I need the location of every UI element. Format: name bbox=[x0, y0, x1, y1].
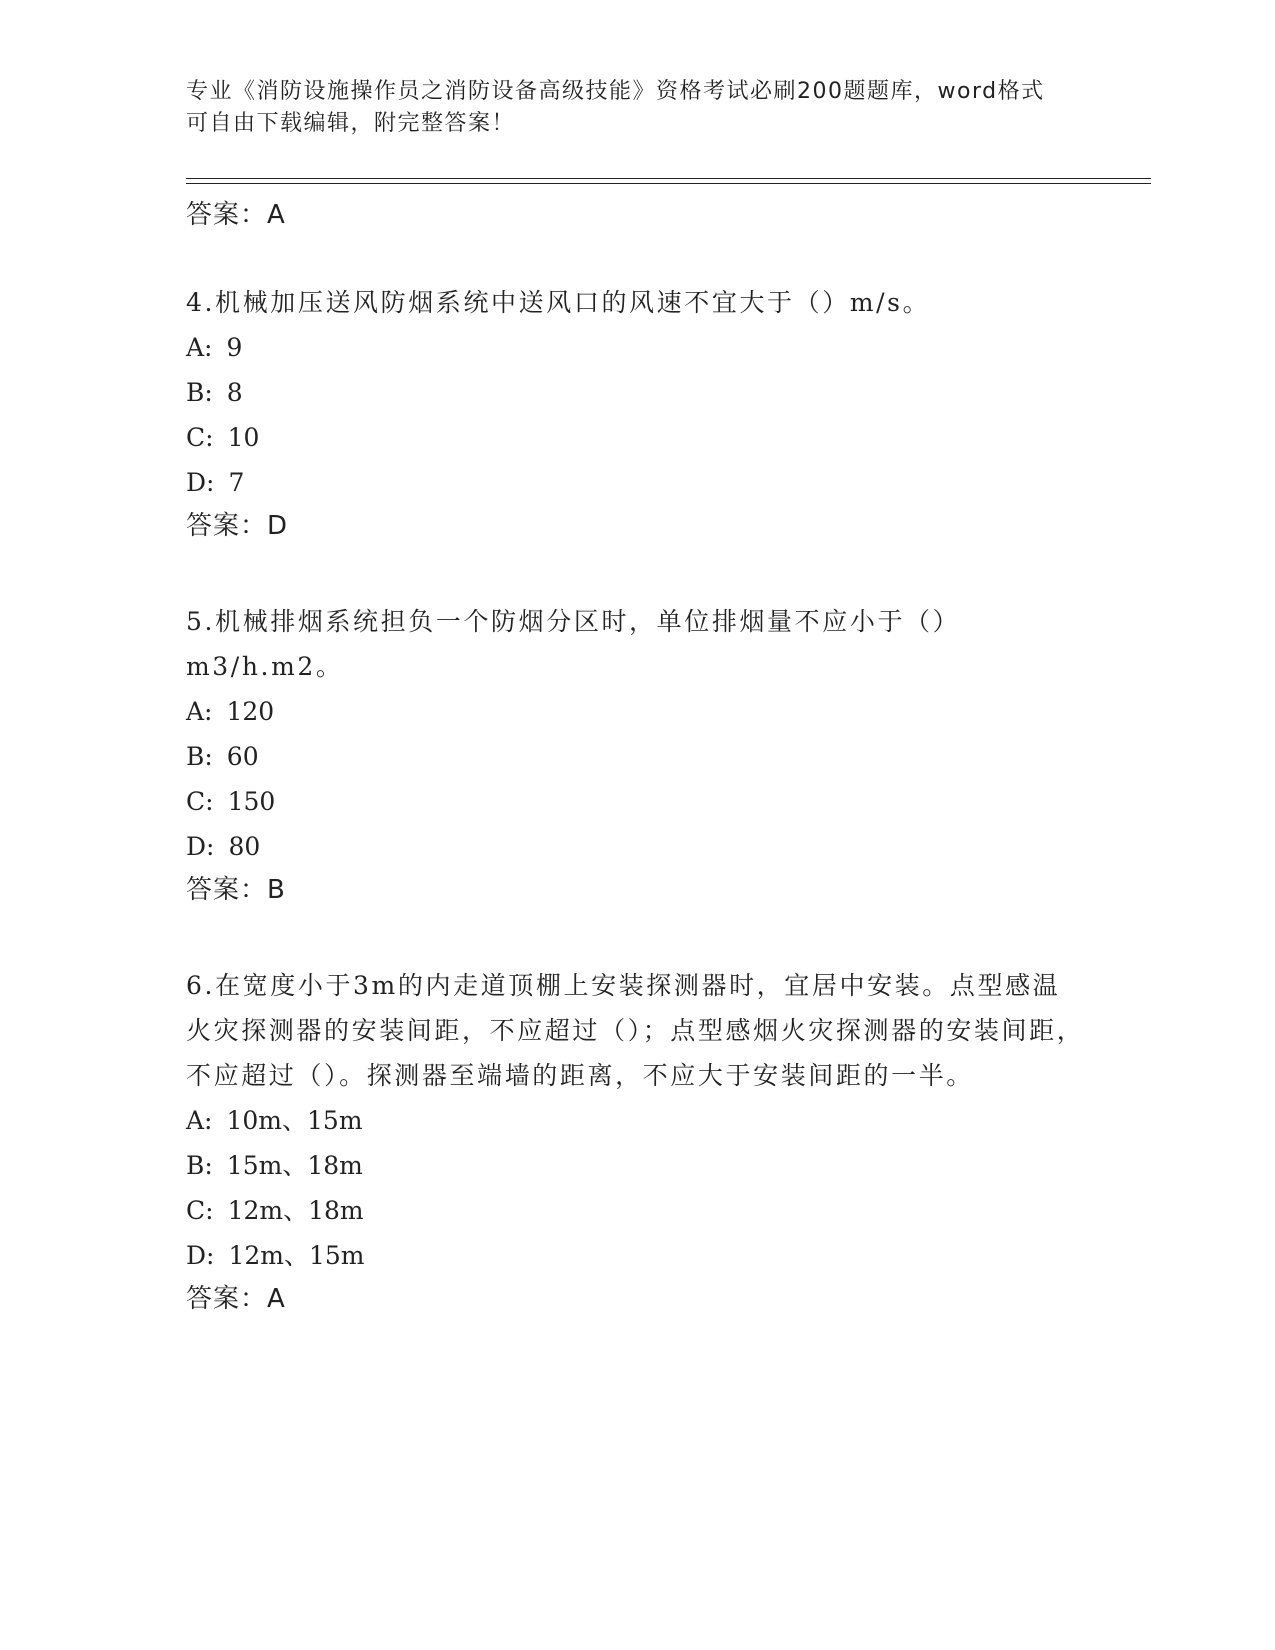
option-text: 15m、18m bbox=[226, 1151, 363, 1180]
option-letter: A: bbox=[186, 697, 213, 726]
option-text: 150 bbox=[227, 787, 276, 816]
option-item bbox=[186, 460, 1086, 505]
option-text: 8 bbox=[226, 378, 243, 407]
option-text: 9 bbox=[226, 333, 243, 362]
option-text: 60 bbox=[226, 742, 259, 771]
option-text: 12m、15m bbox=[228, 1241, 365, 1270]
option-text: 80 bbox=[228, 832, 261, 861]
option-letter: A: bbox=[186, 333, 213, 362]
answer-line: 答案：B bbox=[186, 875, 286, 905]
question-list bbox=[186, 194, 1086, 1320]
option-letter: A: bbox=[186, 1106, 213, 1135]
header-divider-top bbox=[186, 178, 1151, 179]
question-text: 5.机械排烟系统担负一个防烟分区时，单位排烟量不应小于（）m3/h.m2。 bbox=[186, 607, 961, 681]
option-item bbox=[186, 1143, 1086, 1188]
option-letter: C: bbox=[186, 1196, 214, 1225]
option-item bbox=[186, 734, 1086, 779]
option-letter: C: bbox=[186, 423, 214, 452]
option-letter: D: bbox=[186, 832, 215, 861]
question-text: 4.机械加压送风防烟系统中送风口的风速不宜大于（）m/s。 bbox=[186, 288, 931, 317]
option-text: 10m、15m bbox=[226, 1106, 363, 1135]
option-text: 10 bbox=[227, 423, 260, 452]
option-item bbox=[186, 415, 1086, 460]
option-text: 120 bbox=[226, 697, 275, 726]
option-text: 12m、18m bbox=[227, 1196, 364, 1225]
question-text: 6.在宽度小于3m的内走道顶棚上安装探测器时，宜居中安装。点型感温火灾探测器的安装间距，不应超过（）；点型感烟火灾探测器的安装间距，不应超过（）。探测器至端墙的距离，不应大于安装间距的一半。 bbox=[186, 971, 1085, 1090]
option-item bbox=[186, 1098, 1086, 1143]
option-letter: D: bbox=[186, 468, 215, 497]
header-divider-bottom bbox=[186, 183, 1151, 184]
answer-line: 答案：D bbox=[186, 511, 289, 541]
option-item bbox=[186, 370, 1086, 415]
option-letter: B: bbox=[186, 378, 213, 407]
answer-line: 答案：A bbox=[186, 1284, 286, 1314]
option-text: 7 bbox=[228, 468, 245, 497]
document-header: 专业《消防设施操作员之消防设备高级技能》资格考试必刷200题题库，word格式可自由下载编辑，附完整答案！ bbox=[186, 79, 1045, 136]
option-letter: B: bbox=[186, 1151, 213, 1180]
option-letter: D: bbox=[186, 1241, 215, 1270]
option-item bbox=[186, 779, 1086, 824]
option-item bbox=[186, 689, 1086, 734]
option-item bbox=[186, 1188, 1086, 1233]
answer-line: 答案：A bbox=[186, 200, 286, 230]
option-letter: B: bbox=[186, 742, 213, 771]
option-letter: C: bbox=[186, 787, 214, 816]
option-item bbox=[186, 1233, 1086, 1278]
option-item bbox=[186, 824, 1086, 869]
option-item bbox=[186, 325, 1086, 370]
